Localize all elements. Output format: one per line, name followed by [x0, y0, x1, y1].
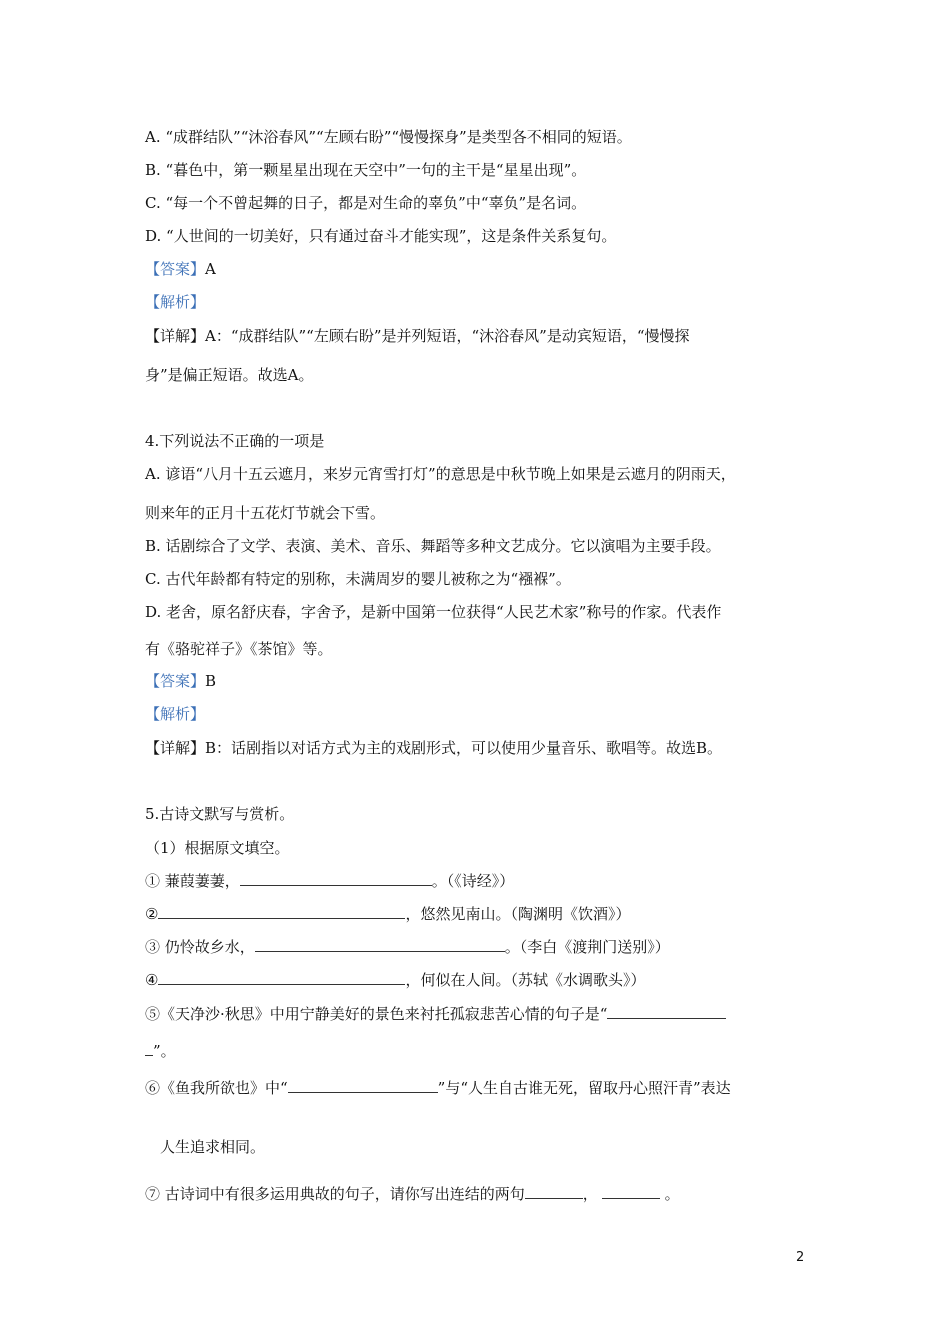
- q5-item-3: [145, 937, 670, 957]
- item-text: ⑦ 古诗词中有很多运用典故的句子，请你写出连结的两句: [145, 1185, 525, 1203]
- q5-item-5-cont: [145, 1041, 176, 1061]
- q3-option-c: C. “每一个不曾起舞的日子，都是对生命的辜负”中“辜负”是名词。: [145, 194, 587, 212]
- item-text: ②: [145, 905, 159, 923]
- answer-tag: 【答案】: [145, 672, 206, 690]
- q5-item-1: [145, 871, 514, 891]
- fill-blank[interactable]: [288, 1078, 438, 1093]
- q4-answer: [145, 671, 216, 691]
- item-text: 。（《诗经》）: [431, 872, 515, 890]
- q5-item-7: [145, 1184, 680, 1204]
- q5-item-5: [145, 1004, 726, 1024]
- answer-value: A: [205, 260, 216, 278]
- item-text: ⑤《天净沙·秋思》中用宁静美好的景色来衬托孤寂悲苦心情的句子是“: [145, 1005, 608, 1023]
- item-text: ④: [145, 971, 159, 989]
- q4-title: 4.下列说法不正确的一项是: [145, 432, 325, 450]
- q3-answer: [145, 259, 216, 279]
- q3-option-a: A. “成群结队”“沐浴春风”“左顾右盼”“慢慢探身”是类型各不相同的短语。: [145, 128, 632, 146]
- q5-item-2: [145, 904, 630, 924]
- q4-option-a-line1: A. 谚语“八月十五云遮月，来岁元宵雪打灯”的意思是中秋节晚上如果是云遮月的阴雨天，: [145, 465, 736, 483]
- fill-blank[interactable]: [255, 937, 505, 952]
- fill-blank[interactable]: [145, 1041, 153, 1056]
- q4-option-c: C. 古代年龄都有特定的别称，未满周岁的婴儿被称之为“襁褓”。: [145, 570, 571, 588]
- item-text: ③ 仍怜故乡水，: [145, 938, 255, 956]
- item-text: ⑥《鱼我所欲也》中“: [145, 1079, 288, 1097]
- q4-option-d-line1: D. 老舍，原名舒庆春，字舍予，是新中国第一位获得“人民艺术家”称号的作家。代表作: [145, 603, 722, 621]
- item-text: ”与“人生自古谁无死，留取丹心照汗青”表达: [437, 1079, 731, 1097]
- item-text: 。: [659, 1185, 680, 1203]
- answer-tag: 【答案】: [145, 260, 206, 278]
- fill-blank[interactable]: [158, 904, 405, 919]
- item-text: ，何似在人间。（苏轼《水调歌头》）: [405, 971, 646, 989]
- q4-option-d-line2: 有《骆驼祥子》《茶馆》等。: [145, 640, 333, 658]
- q4-analysis-tag: 【解析】: [145, 705, 206, 723]
- fill-blank[interactable]: [525, 1184, 583, 1199]
- q5-subquestion-1: （1）根据原文填空。: [145, 839, 290, 857]
- q4-detail: 【详解】B：话剧指以对话方式为主的戏剧形式，可以使用少量音乐、歌唱等。故选B。: [145, 739, 723, 757]
- q3-detail-line1: 【详解】A：“成群结队”“左顾右盼”是并列短语，“沐浴春风”是动宾短语，“慢慢探: [145, 327, 690, 345]
- fill-blank[interactable]: [240, 871, 432, 886]
- item-text: ，悠然见南山。（陶渊明《饮酒》）: [405, 905, 631, 923]
- item-text: ，: [582, 1185, 598, 1203]
- item-text: ① 蒹葭萋萋，: [145, 872, 240, 890]
- fill-blank[interactable]: [158, 970, 405, 985]
- q3-option-d: D. “人世间的一切美好，只有通过奋斗才能实现”，这是条件关系复句。: [145, 227, 617, 245]
- q3-detail-line2: 身”是偏正短语。故选A。: [145, 366, 314, 384]
- q5-item-4: [145, 970, 645, 990]
- q4-option-a-line2: 则来年的正月十五花灯节就会下雪。: [145, 504, 386, 522]
- q4-option-b: B. 话剧综合了文学、表演、美术、音乐、舞蹈等多种文艺成分。它以演唱为主要手段。: [145, 537, 721, 555]
- fill-blank[interactable]: [607, 1004, 726, 1019]
- q5-item-6: [145, 1078, 731, 1098]
- q5-title: 5.古诗文默写与赏析。: [145, 805, 295, 823]
- item-text: 。（李白《渡荆门送别》）: [504, 938, 670, 956]
- page-number: 2: [796, 1250, 805, 1265]
- q3-analysis-tag: 【解析】: [145, 293, 206, 311]
- q5-item-6-cont: 人生追求相同。: [160, 1138, 266, 1156]
- item-text: ”。: [153, 1042, 176, 1060]
- fill-blank[interactable]: [602, 1184, 660, 1199]
- q3-option-b: B. “暮色中，第一颗星星出现在天空中”一句的主干是“星星出现”。: [145, 161, 587, 179]
- answer-value: B: [205, 672, 217, 690]
